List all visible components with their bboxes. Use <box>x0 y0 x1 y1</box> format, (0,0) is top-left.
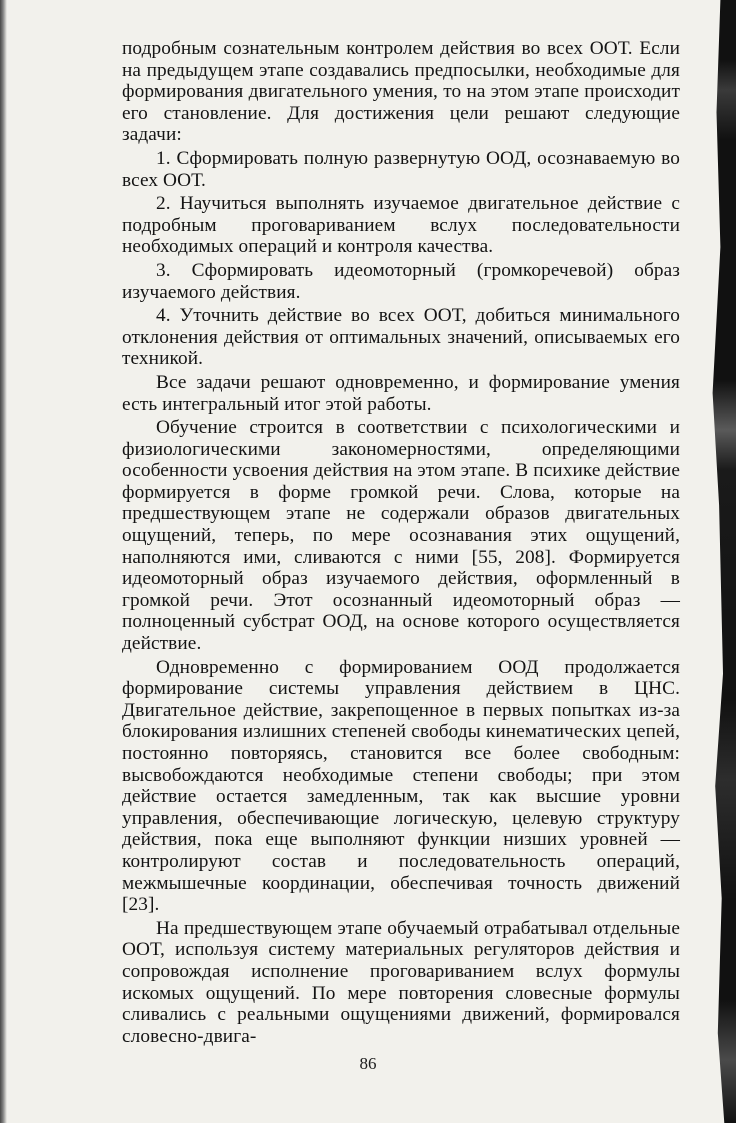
paragraph-control-system: Одновременно с формированием ООД продолжается формирование системы управления действием в ЦНС. Двигательное действие, закрепощенное в первых попытках из-за блокирования излишних степеней свободы кинематических цепей, постоянно повторяясь, становится все более свободным: высвобождаются необходимые степени свободы; при этом действие остается замедленным, так как высшие уровни управления, обеспечивающие логическую, целевую структуру действия, пока еще выполняют функции низших уровней — контролируют состав и последовательность операций, межмышечные координации, обеспечивая точность движений [23]. <box>122 656 680 916</box>
paragraph-intro: подробным сознательным контролем действия во всех ООТ. Если на предыдущем этапе создавались предпосылки, необходимые для формирования двигательного умения, то на этом этапе происходит его становление. Для достижения цели решают следующие задачи: <box>122 38 680 146</box>
paragraph-task-4: 4. Уточнить действие во всех ООТ, добиться минимального отклонения действия от оптимальных значений, описываемых его техникой. <box>122 305 680 370</box>
paragraph-task-1: 1. Сформировать полную развернутую ООД, осознаваемую во всех ООТ. <box>122 147 680 191</box>
scan-left-edge <box>0 0 7 1123</box>
paragraph-previous-stage: На предшествующем этапе обучаемый отрабатывал отдельные ООТ, используя систему материальных регуляторов действия и сопровождая исполнение проговариванием вслух формулы искомых ощущений. По мере повторения словесные формулы сливались с реальными ощущениями движений, формировался словесно-двига- <box>122 917 680 1047</box>
paragraph-learning: Обучение строится в соответствии с психологическими и физиологическими закономерностями, определяющими особенности усвоения действия на этом этапе. В психике действие формируется в форме громкой речи. Слова, которые на предшествующем этапе не содержали образов двигательных ощущений, теперь, по мере осознавания этих ощущений, наполняются ими, сливаются с ними [55, 208]. Формируется идеомоторный образ изучаемого действия, оформленный в громкой речи. Этот осознанный идеомоторный образ — полноценный субстрат ООД, на основе которого осуществляется действие. <box>122 417 680 655</box>
page-text <box>122 38 680 1047</box>
page-number: 86 <box>359 1054 377 1073</box>
paragraph-tasks-summary: Все задачи решают одновременно, и формирование умения есть интегральный итог этой работы. <box>122 371 680 415</box>
paragraph-task-2: 2. Научиться выполнять изучаемое двигательное действие с подробным проговариванием вслух последовательности необходимых операций и контроля качества. <box>122 193 680 258</box>
paragraph-task-3: 3. Сформировать идеомоторный (громкоречевой) образ изучаемого действия. <box>122 259 680 303</box>
scan-right-edge <box>710 0 736 1123</box>
